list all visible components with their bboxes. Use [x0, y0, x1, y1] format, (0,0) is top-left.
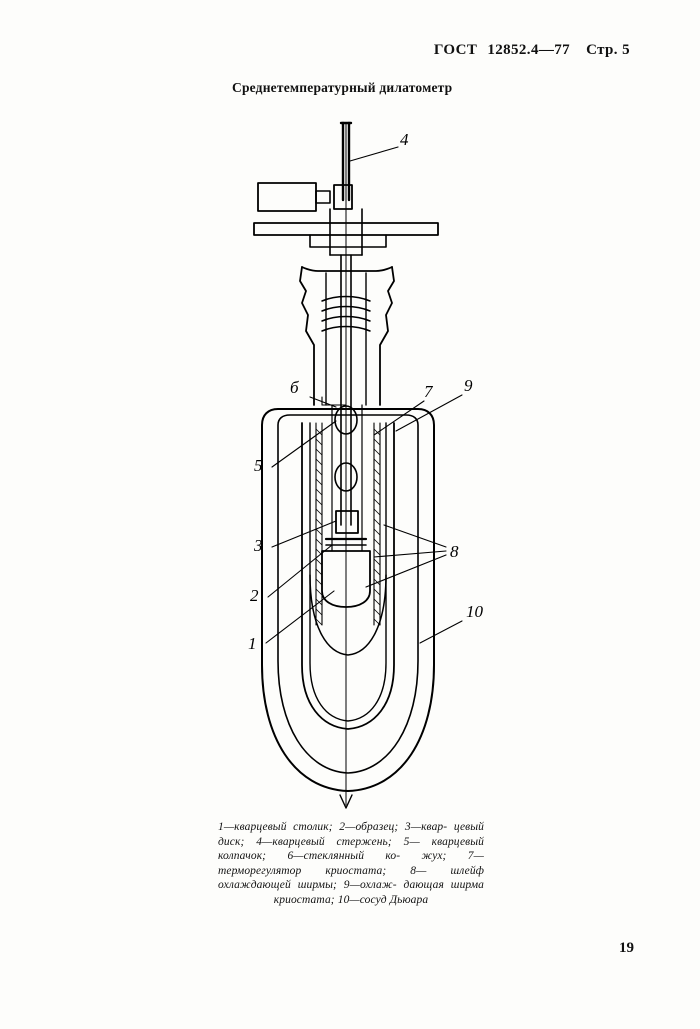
caption-line-2c: 5— [403, 835, 420, 848]
caption-line-4c: 8— [410, 864, 427, 877]
page-header [434, 42, 630, 59]
figure-title: Среднетемпературный дилатометр [232, 80, 453, 95]
figure-caption [218, 820, 484, 908]
caption-line-6b: 10—сосуд [337, 893, 387, 906]
page-number: 19 [619, 940, 634, 956]
caption-line-1b: 2—образец; [339, 821, 399, 833]
header-standard: ГОСТ [433, 42, 478, 58]
callout-6: б [290, 378, 299, 397]
caption-line-1a: 1—кварцевый столик; [218, 821, 333, 833]
callout-2: 2 [250, 586, 259, 605]
callout-10: 10 [466, 602, 483, 621]
caption-line-1c: 3—квар- [404, 821, 448, 833]
caption-line-2a: цевый диск; [218, 821, 484, 848]
caption-line-5a: шлейф охлаждающей ширмы; [218, 864, 484, 892]
header-page-label: Стр. 5 [586, 42, 630, 58]
callout-5: 5 [254, 456, 263, 475]
callout-1: 1 [248, 634, 257, 653]
callout-3: 3 [254, 536, 263, 555]
header-number: 12852.4—77 [487, 42, 571, 58]
callout-9: 9 [464, 376, 473, 395]
callout-7: 7 [424, 382, 433, 401]
caption-line-4b: 7—терморегулятор криостата; [218, 850, 484, 877]
dilatometer-diagram [150, 105, 570, 825]
callout-8: 8 [450, 542, 459, 561]
caption-line-3a: кварцевый колпачок; [218, 835, 484, 863]
caption-line-7: Дьюара [389, 893, 429, 906]
caption-line-5b: 9—охлаж- [343, 879, 397, 892]
caption-line-3b: 6—стеклянный ко- [287, 850, 401, 863]
caption-line-6a: дающая ширма криостата; [273, 879, 484, 906]
caption-line-4a: жух; [421, 850, 447, 863]
caption-line-2b: 4—кварцевый стержень; [256, 835, 392, 848]
callout-4: 4 [400, 130, 409, 149]
